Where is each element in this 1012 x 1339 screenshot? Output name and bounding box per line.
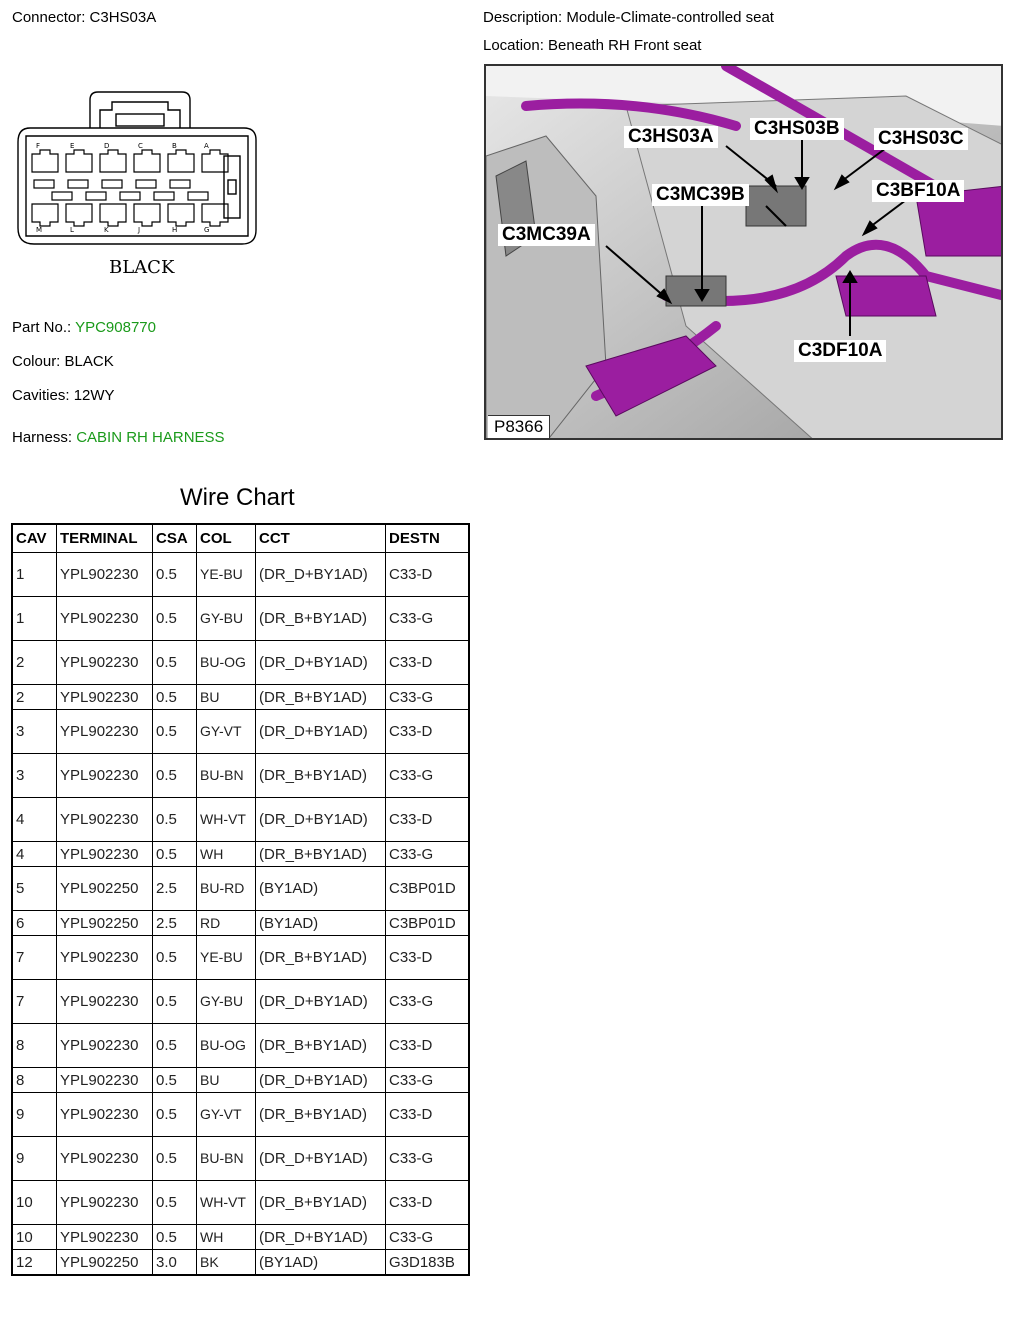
cell-col: YE-BU [197, 936, 256, 980]
cell-cct: (DR_D+BY1AD) [256, 553, 386, 597]
harness-label: Harness: [12, 429, 77, 446]
cell-destn: C33-D [386, 1093, 470, 1137]
cell-destn: C33-D [386, 710, 470, 754]
pin-label-C: C [138, 142, 143, 150]
part-number-link[interactable]: YPC908770 [75, 319, 156, 336]
cell-csa: 0.5 [153, 1093, 197, 1137]
cell-terminal: YPL902230 [57, 685, 153, 710]
colour [12, 353, 114, 370]
table-row [12, 1250, 469, 1276]
location-photo [484, 64, 1003, 440]
callout-C3HS03B: C3HS03B [750, 118, 844, 140]
table-row [12, 798, 469, 842]
cell-terminal: YPL902230 [57, 1024, 153, 1068]
cell-cav: 3 [12, 754, 57, 798]
callout-C3MC39A: C3MC39A [498, 224, 595, 246]
cell-csa: 0.5 [153, 1181, 197, 1225]
cell-col: WH [197, 842, 256, 867]
cell-cav: 5 [12, 867, 57, 911]
cell-col: BU [197, 1068, 256, 1093]
cell-col: BU [197, 685, 256, 710]
header-destn: DESTN [386, 524, 470, 553]
cell-terminal: YPL902230 [57, 641, 153, 685]
cell-cav: 8 [12, 1068, 57, 1093]
cell-col: BU-BN [197, 754, 256, 798]
callout-C3MC39B: C3MC39B [652, 184, 749, 206]
cell-cct: (DR_D+BY1AD) [256, 1137, 386, 1181]
connector-color-caption: BLACK [109, 257, 175, 278]
cell-csa: 3.0 [153, 1250, 197, 1276]
cell-csa: 0.5 [153, 1137, 197, 1181]
pin-label-L: L [70, 226, 74, 234]
connector-id: Connector: C3HS03A [12, 9, 157, 26]
cell-csa: 0.5 [153, 553, 197, 597]
table-row [12, 911, 469, 936]
table-row [12, 1024, 469, 1068]
part-number-label: Part No.: [12, 319, 76, 336]
cell-destn: C33-D [386, 1024, 470, 1068]
cell-csa: 2.5 [153, 911, 197, 936]
cell-col: BK [197, 1250, 256, 1276]
table-row [12, 936, 469, 980]
table-row [12, 754, 469, 798]
cell-cav: 7 [12, 936, 57, 980]
pin-label-E: E [70, 142, 75, 150]
pin-label-K: K [104, 226, 109, 234]
wire-chart-header-row [12, 524, 469, 553]
cell-destn: C33-D [386, 641, 470, 685]
cell-terminal: YPL902230 [57, 1137, 153, 1181]
cell-col: GY-BU [197, 980, 256, 1024]
cell-destn: C33-D [386, 798, 470, 842]
cell-cav: 10 [12, 1181, 57, 1225]
cell-destn: C33-G [386, 1225, 470, 1250]
part-number [12, 319, 156, 336]
cell-destn: C33-G [386, 842, 470, 867]
table-row [12, 980, 469, 1024]
cell-col: WH [197, 1225, 256, 1250]
cell-cct: (DR_B+BY1AD) [256, 685, 386, 710]
cell-cav: 2 [12, 685, 57, 710]
cell-cct: (DR_B+BY1AD) [256, 842, 386, 867]
cell-destn: G3D183B [386, 1250, 470, 1276]
cell-terminal: YPL902250 [57, 1250, 153, 1276]
cell-destn: C3BP01D [386, 911, 470, 936]
cell-col: BU-OG [197, 1024, 256, 1068]
table-row [12, 553, 469, 597]
cell-destn: C33-G [386, 1068, 470, 1093]
pin-label-H: H [172, 226, 178, 234]
cell-terminal: YPL902230 [57, 553, 153, 597]
harness-link[interactable]: CABIN RH HARNESS [76, 429, 225, 446]
cell-col: BU-OG [197, 641, 256, 685]
cell-destn: C33-G [386, 597, 470, 641]
callout-C3BF10A: C3BF10A [872, 180, 964, 202]
pin-label-J: J [138, 226, 141, 234]
callout-C3DF10A: C3DF10A [794, 340, 886, 362]
cell-destn: C33-D [386, 1181, 470, 1225]
pin-label-D: D [104, 142, 110, 150]
cell-csa: 0.5 [153, 685, 197, 710]
cell-terminal: YPL902250 [57, 911, 153, 936]
harness [12, 429, 225, 446]
cell-cav: 1 [12, 553, 57, 597]
pin-label-B: B [172, 142, 177, 150]
cell-destn: C33-G [386, 685, 470, 710]
cell-csa: 0.5 [153, 798, 197, 842]
cell-terminal: YPL902230 [57, 798, 153, 842]
table-row [12, 867, 469, 911]
cell-csa: 0.5 [153, 936, 197, 980]
cell-terminal: YPL902250 [57, 867, 153, 911]
cell-col: YE-BU [197, 553, 256, 597]
pin-label-A: A [204, 142, 209, 150]
cell-terminal: YPL902230 [57, 1093, 153, 1137]
cell-col: RD [197, 911, 256, 936]
table-row [12, 842, 469, 867]
cell-csa: 0.5 [153, 1225, 197, 1250]
cell-cct: (DR_D+BY1AD) [256, 1225, 386, 1250]
cell-cav: 6 [12, 911, 57, 936]
cell-cav: 4 [12, 798, 57, 842]
cell-cct: (DR_B+BY1AD) [256, 936, 386, 980]
cell-csa: 0.5 [153, 710, 197, 754]
cell-csa: 0.5 [153, 597, 197, 641]
table-row [12, 685, 469, 710]
table-row [12, 597, 469, 641]
table-row [12, 1137, 469, 1181]
callout-arrows [486, 66, 1003, 440]
pin-label-M: M [36, 226, 43, 234]
pin-label-F: F [36, 142, 41, 150]
cell-cct: (BY1AD) [256, 911, 386, 936]
cell-cct: (DR_B+BY1AD) [256, 1093, 386, 1137]
cell-cav: 1 [12, 597, 57, 641]
cell-cav: 2 [12, 641, 57, 685]
table-row [12, 1068, 469, 1093]
colour-label: Colour: [12, 353, 65, 370]
cell-terminal: YPL902230 [57, 936, 153, 980]
table-row [12, 641, 469, 685]
cell-cct: (DR_D+BY1AD) [256, 798, 386, 842]
cell-destn: C33-G [386, 754, 470, 798]
cavities-label: Cavities: [12, 387, 74, 404]
cell-terminal: YPL902230 [57, 754, 153, 798]
cell-cav: 3 [12, 710, 57, 754]
cell-cct: (DR_D+BY1AD) [256, 641, 386, 685]
cell-terminal: YPL902230 [57, 842, 153, 867]
cell-csa: 0.5 [153, 754, 197, 798]
callout-C3HS03C: C3HS03C [874, 128, 968, 150]
table-row [12, 1181, 469, 1225]
location: Location: Beneath RH Front seat [483, 37, 702, 54]
cavities-value: 12WY [73, 387, 115, 404]
cell-destn: C33-D [386, 553, 470, 597]
cell-cct: (BY1AD) [256, 867, 386, 911]
cell-col: GY-VT [197, 710, 256, 754]
cell-col: GY-VT [197, 1093, 256, 1137]
table-row [12, 1225, 469, 1250]
header-csa: CSA [153, 524, 197, 553]
cell-cav: 7 [12, 980, 57, 1024]
cell-destn: C3BP01D [386, 867, 470, 911]
cell-cct: (DR_B+BY1AD) [256, 1024, 386, 1068]
cell-destn: C33-G [386, 980, 470, 1024]
cell-cct: (DR_D+BY1AD) [256, 710, 386, 754]
cell-terminal: YPL902230 [57, 710, 153, 754]
cell-csa: 2.5 [153, 867, 197, 911]
cell-cav: 9 [12, 1137, 57, 1181]
cell-cav: 4 [12, 842, 57, 867]
cell-col: BU-BN [197, 1137, 256, 1181]
cell-cav: 10 [12, 1225, 57, 1250]
cell-terminal: YPL902230 [57, 1225, 153, 1250]
cell-terminal: YPL902230 [57, 597, 153, 641]
cell-cct: (DR_D+BY1AD) [256, 980, 386, 1024]
wire-chart-body [12, 553, 469, 1276]
cell-cct: (BY1AD) [256, 1250, 386, 1276]
cell-terminal: YPL902230 [57, 1068, 153, 1093]
header-cav: CAV [12, 524, 57, 553]
cell-cct: (DR_D+BY1AD) [256, 1068, 386, 1093]
cell-col: WH-VT [197, 798, 256, 842]
cell-csa: 0.5 [153, 980, 197, 1024]
pin-label-G: G [204, 226, 210, 234]
table-row [12, 1093, 469, 1137]
header-cct: CCT [256, 524, 386, 553]
cell-cav: 8 [12, 1024, 57, 1068]
cell-col: WH-VT [197, 1181, 256, 1225]
cell-terminal: YPL902230 [57, 980, 153, 1024]
cell-cct: (DR_B+BY1AD) [256, 1181, 386, 1225]
cavity-grid [32, 150, 228, 226]
header-col: COL [197, 524, 256, 553]
cell-destn: C33-D [386, 936, 470, 980]
cell-col: GY-BU [197, 597, 256, 641]
cell-col: BU-RD [197, 867, 256, 911]
description: Description: Module-Climate-controlled seat [483, 9, 774, 26]
wire-chart-title: Wire Chart [180, 484, 295, 511]
cell-csa: 0.5 [153, 842, 197, 867]
header-terminal: TERMINAL [57, 524, 153, 553]
cell-cct: (DR_B+BY1AD) [256, 597, 386, 641]
callout-C3HS03A: C3HS03A [624, 126, 718, 148]
cell-csa: 0.5 [153, 1024, 197, 1068]
cell-cav: 12 [12, 1250, 57, 1276]
colour-value: BLACK [64, 353, 114, 370]
cell-cav: 9 [12, 1093, 57, 1137]
cell-csa: 0.5 [153, 1068, 197, 1093]
cell-csa: 0.5 [153, 641, 197, 685]
cell-cct: (DR_B+BY1AD) [256, 754, 386, 798]
cell-destn: C33-G [386, 1137, 470, 1181]
wire-chart-table [11, 523, 470, 1276]
photo-reference: P8366 [488, 415, 550, 438]
cavities [12, 387, 115, 404]
table-row [12, 710, 469, 754]
cell-terminal: YPL902230 [57, 1181, 153, 1225]
